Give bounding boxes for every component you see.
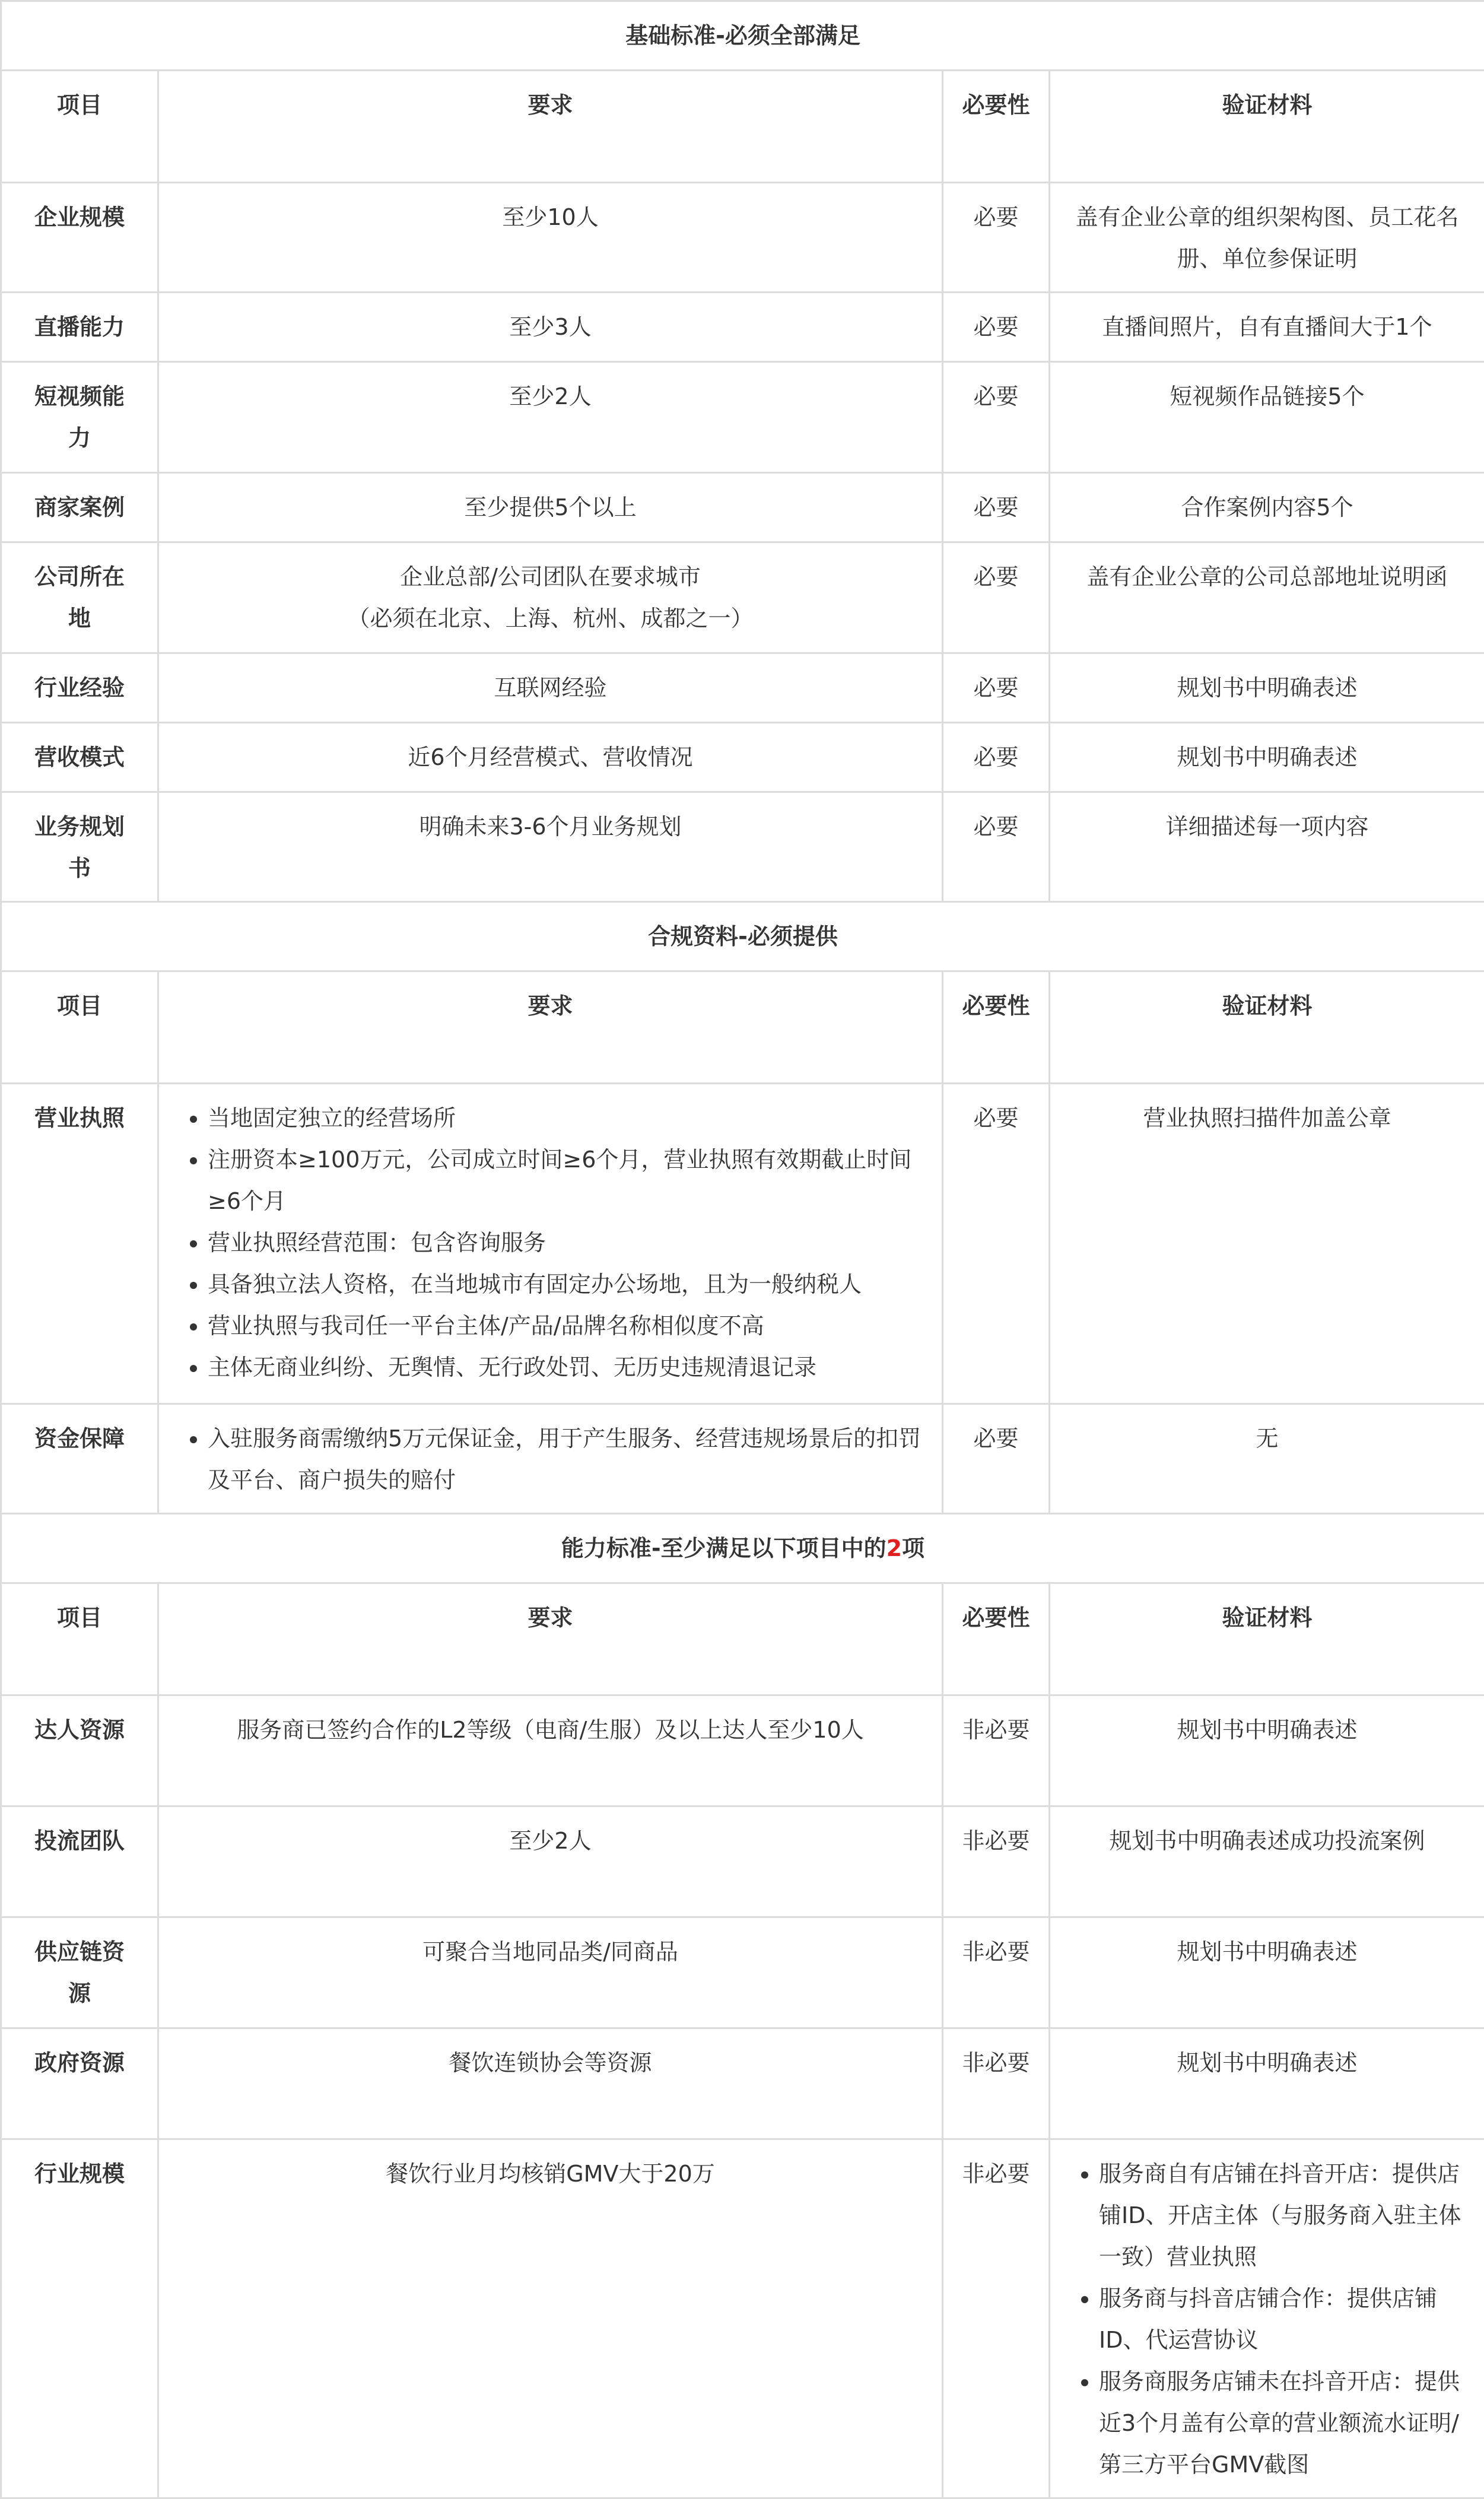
section-title-count: 2: [886, 1535, 902, 1561]
cell-item: 供应链资源: [1, 1917, 158, 2028]
cell-proof: 盖有企业公章的公司总部地址说明函: [1050, 542, 1484, 653]
cell-item: 营业执照: [1, 1084, 158, 1404]
section-title: 基础标准-必须全部满足: [1, 1, 1484, 71]
table-row: [1, 183, 1484, 293]
table-row: [1, 293, 1484, 362]
col-header-proof: 验证材料: [1050, 1583, 1484, 1695]
cell-item: 资金保障: [1, 1404, 158, 1514]
requirement-line: 企业总部/公司团队在要求城市: [173, 556, 927, 598]
cell-necessity: 非必要: [943, 2028, 1050, 2139]
cell-proof: 规划书中明确表述: [1050, 2028, 1484, 2139]
cell-item: 行业规模: [1, 2139, 158, 2498]
list-item: • 注册资本≥100万元，公司成立时间≥6个月，营业执照有效期截止时间≥6个月: [208, 1139, 927, 1222]
cell-necessity: 非必要: [943, 1917, 1050, 2028]
cell-requirement: 可聚合当地同品类/同商品: [158, 1917, 943, 2028]
cell-requirement: 餐饮行业月均核销GMV大于20万: [158, 2139, 943, 2498]
table-row: [1, 2139, 1484, 2498]
list-item: • 服务商服务店铺未在抖音开店：提供近3个月盖有公章的营业额流水证明/第三方平台GMV截图: [1099, 2361, 1470, 2485]
cell-proof: 规划书中明确表述: [1050, 723, 1484, 792]
cell-necessity: 必要: [943, 542, 1050, 653]
section-title-suffix: 项: [902, 1535, 924, 1561]
cell-necessity: 必要: [943, 362, 1050, 473]
cell-necessity: 必要: [943, 183, 1050, 293]
cell-item: 企业规模: [1, 183, 158, 293]
list-item: • 营业执照与我司任一平台主体/产品/品牌名称相似度不高: [208, 1305, 927, 1347]
table-row: [1, 723, 1484, 792]
cell-proof: [1050, 2139, 1484, 2498]
proof-list: [1064, 2153, 1470, 2485]
col-header-item: 项目: [1, 1583, 158, 1695]
cell-item: 达人资源: [1, 1695, 158, 1806]
header-row: [1, 71, 1484, 183]
cell-item: 公司所在地: [1, 542, 158, 653]
cell-necessity: 必要: [943, 293, 1050, 362]
cell-requirement: 明确未来3-6个月业务规划: [158, 792, 943, 902]
col-header-requirement: 要求: [158, 971, 943, 1084]
cell-necessity: 非必要: [943, 1806, 1050, 1917]
cell-item: 投流团队: [1, 1806, 158, 1917]
header-row: [1, 1583, 1484, 1695]
col-header-necessity: 必要性: [943, 71, 1050, 183]
list-item: • 服务商与抖音店铺合作：提供店铺ID、代运营协议: [1099, 2278, 1470, 2361]
cell-requirement: 至少提供5个以上: [158, 473, 943, 542]
cell-requirement: [158, 1404, 943, 1514]
list-item: • 当地固定独立的经营场所: [208, 1097, 927, 1139]
table-row: [1, 1404, 1484, 1514]
table-row: [1, 542, 1484, 653]
cell-necessity: 非必要: [943, 2139, 1050, 2498]
requirement-list: [173, 1097, 927, 1388]
table-row: [1, 1806, 1484, 1917]
table-row: [1, 473, 1484, 542]
list-item: • 入驻服务商需缴纳5万元保证金，用于产生服务、经营违规场景后的扣罚及平台、商户损失的赔付: [208, 1418, 927, 1501]
cell-item: 业务规划书: [1, 792, 158, 902]
cell-necessity: 必要: [943, 653, 1050, 723]
table-row: [1, 362, 1484, 473]
col-header-requirement: 要求: [158, 71, 943, 183]
cell-requirement: 服务商已签约合作的L2等级（电商/生服）及以上达人至少10人: [158, 1695, 943, 1806]
cell-requirement: 近6个月经营模式、营收情况: [158, 723, 943, 792]
col-header-necessity: 必要性: [943, 1583, 1050, 1695]
cell-necessity: 必要: [943, 723, 1050, 792]
header-row: [1, 971, 1484, 1084]
section-title: 合规资料-必须提供: [1, 902, 1484, 971]
cell-requirement: 至少3人: [158, 293, 943, 362]
cell-necessity: 必要: [943, 473, 1050, 542]
requirement-list: [173, 1418, 927, 1501]
cell-requirement: 互联网经验: [158, 653, 943, 723]
cell-necessity: 必要: [943, 1084, 1050, 1404]
cell-proof: 营业执照扫描件加盖公章: [1050, 1084, 1484, 1404]
cell-item: 商家案例: [1, 473, 158, 542]
section-title: [1, 1514, 1484, 1583]
cell-item: 营收模式: [1, 723, 158, 792]
table-row: [1, 2028, 1484, 2139]
list-item: • 具备独立法人资格，在当地城市有固定办公场地，且为一般纳税人: [208, 1263, 927, 1305]
list-item: • 服务商自有店铺在抖音开店：提供店铺ID、开店主体（与服务商入驻主体一致）营业执照: [1099, 2153, 1470, 2278]
requirement-note: （必须在北京、上海、杭州、成都之一）: [173, 598, 927, 639]
table-row: [1, 1917, 1484, 2028]
cell-item: 短视频能力: [1, 362, 158, 473]
table-row: [1, 653, 1484, 723]
cell-requirement: 至少10人: [158, 183, 943, 293]
cell-requirement: [158, 542, 943, 653]
cell-requirement: 至少2人: [158, 1806, 943, 1917]
cell-proof: 短视频作品链接5个: [1050, 362, 1484, 473]
col-header-requirement: 要求: [158, 1583, 943, 1695]
section-title-prefix: 能力标准-至少满足以下项目中的: [561, 1535, 886, 1561]
cell-proof: 规划书中明确表述: [1050, 1695, 1484, 1806]
cell-proof: 规划书中明确表述: [1050, 653, 1484, 723]
cell-requirement: 餐饮连锁协会等资源: [158, 2028, 943, 2139]
cell-requirement: [158, 1084, 943, 1404]
cell-necessity: 必要: [943, 1404, 1050, 1514]
cell-proof: 规划书中明确表述: [1050, 1917, 1484, 2028]
cell-proof: 合作案例内容5个: [1050, 473, 1484, 542]
table-row: [1, 1695, 1484, 1806]
cell-necessity: 非必要: [943, 1695, 1050, 1806]
col-header-necessity: 必要性: [943, 971, 1050, 1084]
col-header-proof: 验证材料: [1050, 71, 1484, 183]
cell-proof: 盖有企业公章的组织架构图、员工花名册、单位参保证明: [1050, 183, 1484, 293]
cell-proof: 直播间照片，自有直播间大于1个: [1050, 293, 1484, 362]
section-basic-title-row: [1, 1, 1484, 71]
cell-proof: 详细描述每一项内容: [1050, 792, 1484, 902]
cell-proof: 规划书中明确表述成功投流案例: [1050, 1806, 1484, 1917]
cell-requirement: 至少2人: [158, 362, 943, 473]
table-row: [1, 792, 1484, 902]
cell-item: 直播能力: [1, 293, 158, 362]
table-row: [1, 1084, 1484, 1404]
section-compliance-title-row: [1, 902, 1484, 971]
cell-item: 政府资源: [1, 2028, 158, 2139]
section-capability-title-row: [1, 1514, 1484, 1583]
col-header-item: 项目: [1, 71, 158, 183]
cell-item: 行业经验: [1, 653, 158, 723]
col-header-item: 项目: [1, 971, 158, 1084]
cell-proof: 无: [1050, 1404, 1484, 1514]
list-item: • 营业执照经营范围：包含咨询服务: [208, 1222, 927, 1263]
cell-necessity: 必要: [943, 792, 1050, 902]
list-item: • 主体无商业纠纷、无舆情、无行政处罚、无历史违规清退记录: [208, 1347, 927, 1388]
col-header-proof: 验证材料: [1050, 971, 1484, 1084]
